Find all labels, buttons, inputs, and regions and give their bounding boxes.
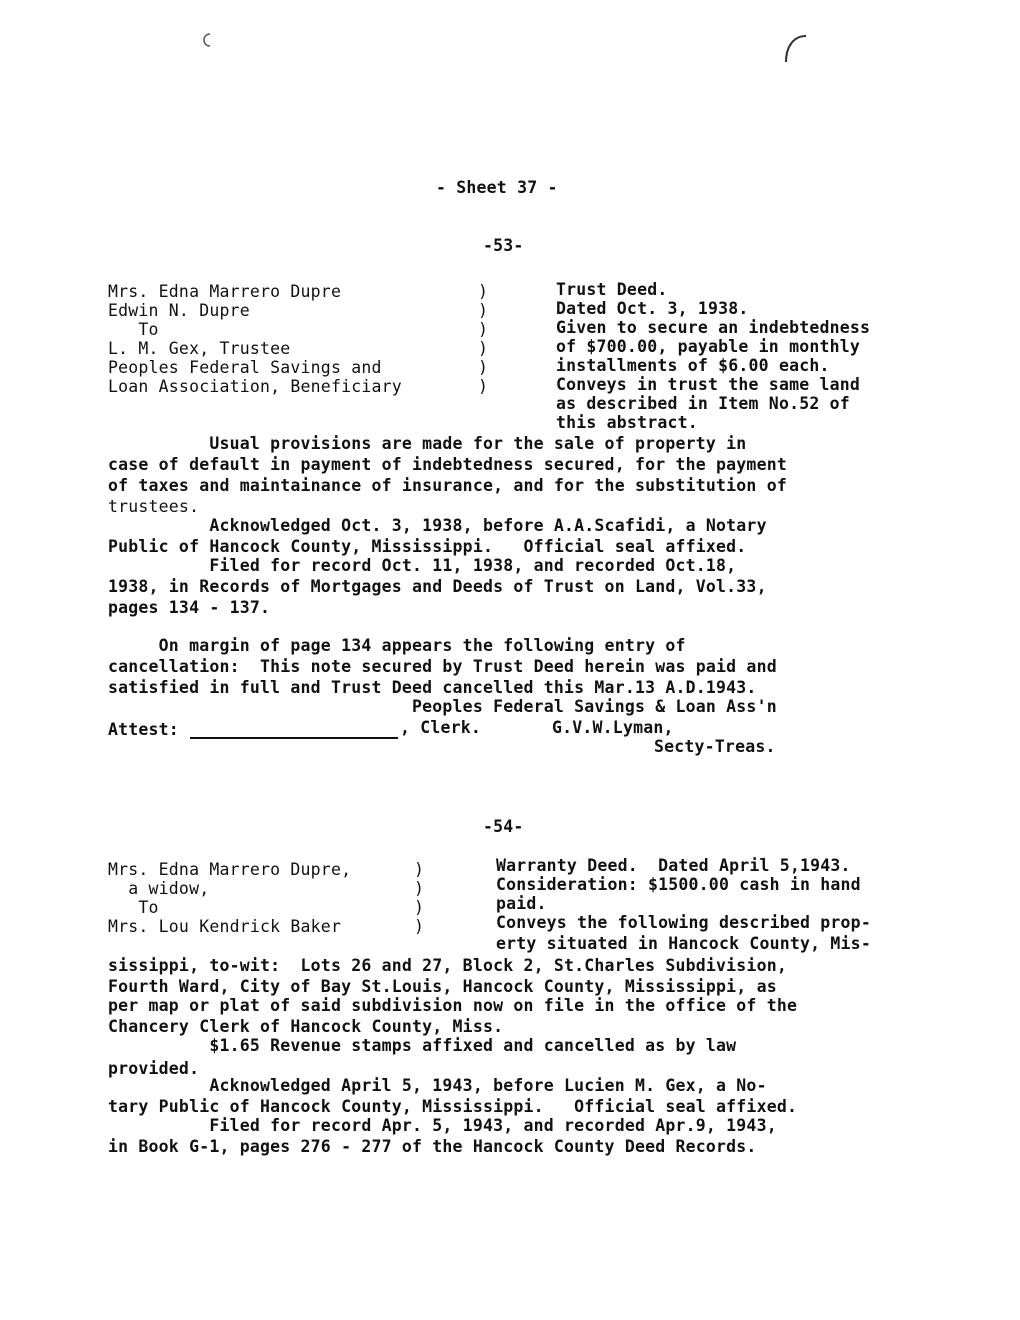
margin-line: Peoples Federal Savings & Loan Ass'n [108,697,777,716]
margin-line: cancellation: This note secured by Trust Deed herein was paid and [108,657,777,676]
term-line: Dated Oct. 3, 1938. [556,299,749,318]
body-line: tary Public of Hancock County, Mississippi. Official seal affixed. [108,1097,798,1116]
entry-number: -53- [483,236,524,255]
scan-mark-right [776,30,816,66]
body-line: trustees. [108,497,200,516]
term-line: Given to secure an indebtedness [556,318,871,337]
bracket: ) [478,301,489,320]
party-line: a widow, [108,879,210,898]
bracket: ) [414,917,425,936]
attest-signature-blank [190,737,398,739]
party-line: Mrs. Edna Marrero Dupre, [108,860,352,879]
bracket: ) [414,879,425,898]
party-line: Loan Association, Beneficiary [108,377,402,396]
body-line: Filed for record Apr. 5, 1943, and recorded Apr.9, 1943, [108,1116,777,1135]
party-line: Peoples Federal Savings and [108,358,382,377]
party-line: To [108,898,159,917]
scan-mark-left [196,30,216,52]
bracket: ) [478,282,489,301]
secretary-title: Secty-Treas. [654,737,776,756]
term-line: paid. [496,894,547,913]
sheet-header: - Sheet 37 - [436,178,558,197]
term-line: this abstract. [556,413,698,432]
bracket: ) [478,320,489,339]
body-line: Public of Hancock County, Mississippi. Official seal affixed. [108,537,747,556]
term-line: Conveys the following described prop- [496,913,871,932]
body-line: $1.65 Revenue stamps affixed and cancelled as by law [108,1036,737,1055]
bracket: ) [478,377,489,396]
body-line: Acknowledged Oct. 3, 1938, before A.A.Scafidi, a Notary [108,516,767,535]
body-line: provided. [108,1059,200,1078]
margin-line: On margin of page 134 appears the following entry of [108,636,686,655]
margin-line: satisfied in full and Trust Deed cancelled this Mar.13 A.D.1943. [108,678,757,697]
body-line: in Book G-1, pages 276 - 277 of the Hancock County Deed Records. [108,1137,757,1156]
party-line: Mrs. Lou Kendrick Baker [108,917,342,936]
body-line: Acknowledged April 5, 1943, before Lucien M. Gex, a No- [108,1076,767,1095]
body-line: sissippi, to-wit: Lots 26 and 27, Block 2, St.Charles Subdivision, [108,956,787,975]
bracket: ) [414,898,425,917]
term-line: Warranty Deed. Dated April 5,1943. [496,856,851,875]
term-line: installments of $6.00 each. [556,356,830,375]
attest-label: Attest: [108,720,179,739]
body-line: pages 134 - 137. [108,598,271,617]
body-line: Usual provisions are made for the sale of property in [108,434,747,453]
term-line: Consideration: $1500.00 cash in hand [496,875,861,894]
attest-tail: , Clerk. G.V.W.Lyman, [400,718,674,737]
body-line: Chancery Clerk of Hancock County, Miss. [108,1017,504,1036]
term-line: erty situated in Hancock County, Mis- [496,934,871,953]
party-line: Edwin N. Dupre [108,301,250,320]
body-line: per map or plat of said subdivision now on file in the office of the [108,996,798,1015]
party-line: L. M. Gex, Trustee [108,339,291,358]
term-line: of $700.00, payable in monthly [556,337,861,356]
bracket: ) [478,358,489,377]
term-line: Trust Deed. [556,280,668,299]
body-line: Filed for record Oct. 11, 1938, and recorded Oct.18, [108,556,737,575]
body-line: 1938, in Records of Mortgages and Deeds of Trust on Land, Vol.33, [108,577,767,596]
bracket: ) [414,860,425,879]
term-line: Conveys in trust the same land [556,375,861,394]
party-line: To [108,320,159,339]
body-line: case of default in payment of indebtedness secured, for the payment [108,455,787,474]
body-line: of taxes and maintainance of insurance, and for the substitution of [108,476,787,495]
body-line: Fourth Ward, City of Bay St.Louis, Hancock County, Mississippi, as [108,977,777,996]
bracket: ) [478,339,489,358]
term-line: as described in Item No.52 of [556,394,850,413]
entry-number: -54- [483,817,524,836]
party-line: Mrs. Edna Marrero Dupre [108,282,342,301]
